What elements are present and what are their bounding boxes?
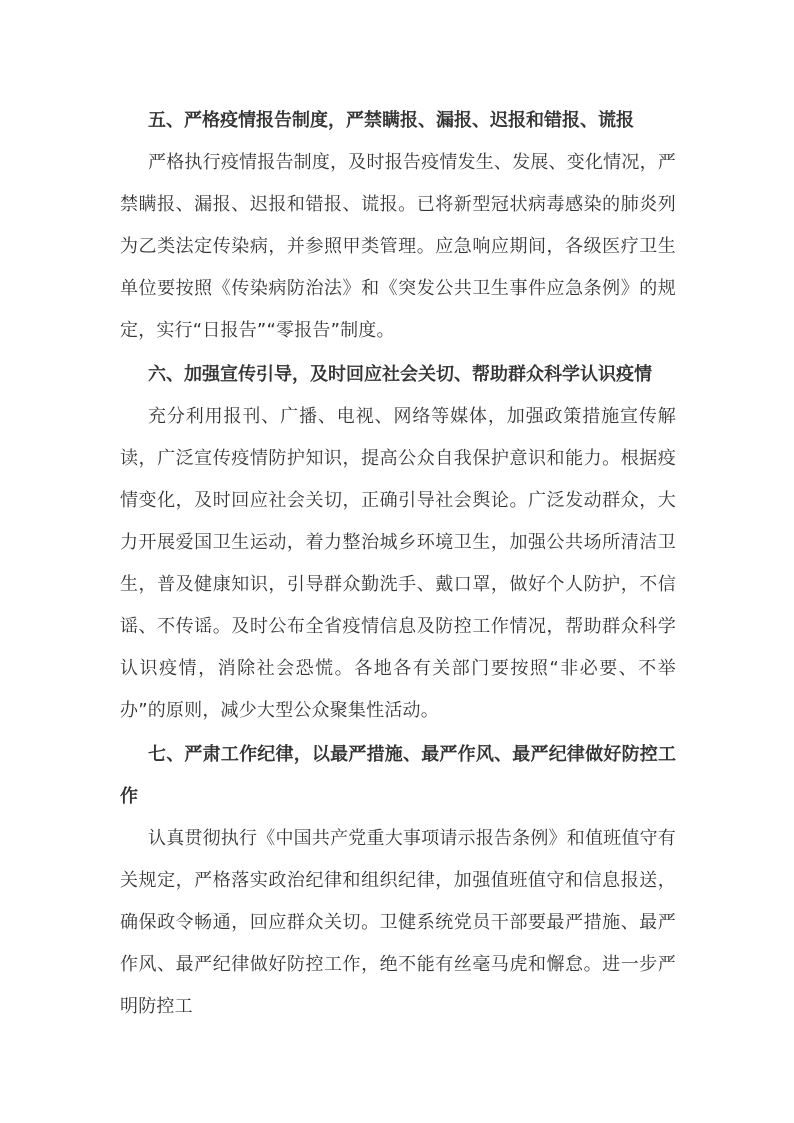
section-paragraph-7: 认真贯彻执行《中国共产党重大事项请示报告条例》和值班值守有关规定，严格落实政治纪律和组织纪律，加强值班值守和信息报送，确保政令畅通，回应群众关切。卫健系统党员干部要最严措施、最严作风、最严纪律做好防控工作，绝不能有丝毫马虎和懈怠。进一步严明防控工 xyxy=(120,828,676,1017)
section-heading-5: 五、严格疫情报告制度，严禁瞒报、漏报、迟报和错报、谎报 xyxy=(148,110,634,131)
section-heading-6: 六、加强宣传引导，及时回应社会关切、帮助群众科学认识疫情 xyxy=(148,364,652,385)
document-body xyxy=(120,100,676,1028)
section-paragraph-5: 严格执行疫情报告制度，及时报告疫情发生、发展、变化情况，严禁瞒报、漏报、迟报和错报、谎报。已将新型冠状病毒感染的肺炎列为乙类法定传染病，并参照甲类管理。应急响应期间，各级医疗卫生单位要按照《传染病防治法》和《突发公共卫生事件应急条例》的规定，实行“日报告”“零报告”制度。 xyxy=(120,152,676,341)
section-heading-7: 七、严肃工作纪律，以最严措施、最严作风、最严纪律做好防控工作 xyxy=(120,744,676,807)
section-paragraph-6: 充分利用报刊、广播、电视、网络等媒体，加强政策措施宣传解读，广泛宣传疫情防护知识，提高公众自我保护意识和能力。根据疫情变化，及时回应社会关切，正确引导社会舆论。广泛发动群众，大力开展爱国卫生运动，着力整治城乡环境卫生，加强公共场所清洁卫生，普及健康知识，引导群众勤洗手、戴口罩，做好个人防护，不信谣、不传谣。及时公布全省疫情信息及防控工作情况，帮助群众科学认识疫情，消除社会恐慌。各地各有关部门要按照“非必要、不举办”的原则，减少大型公众聚集性活动。 xyxy=(120,406,676,721)
